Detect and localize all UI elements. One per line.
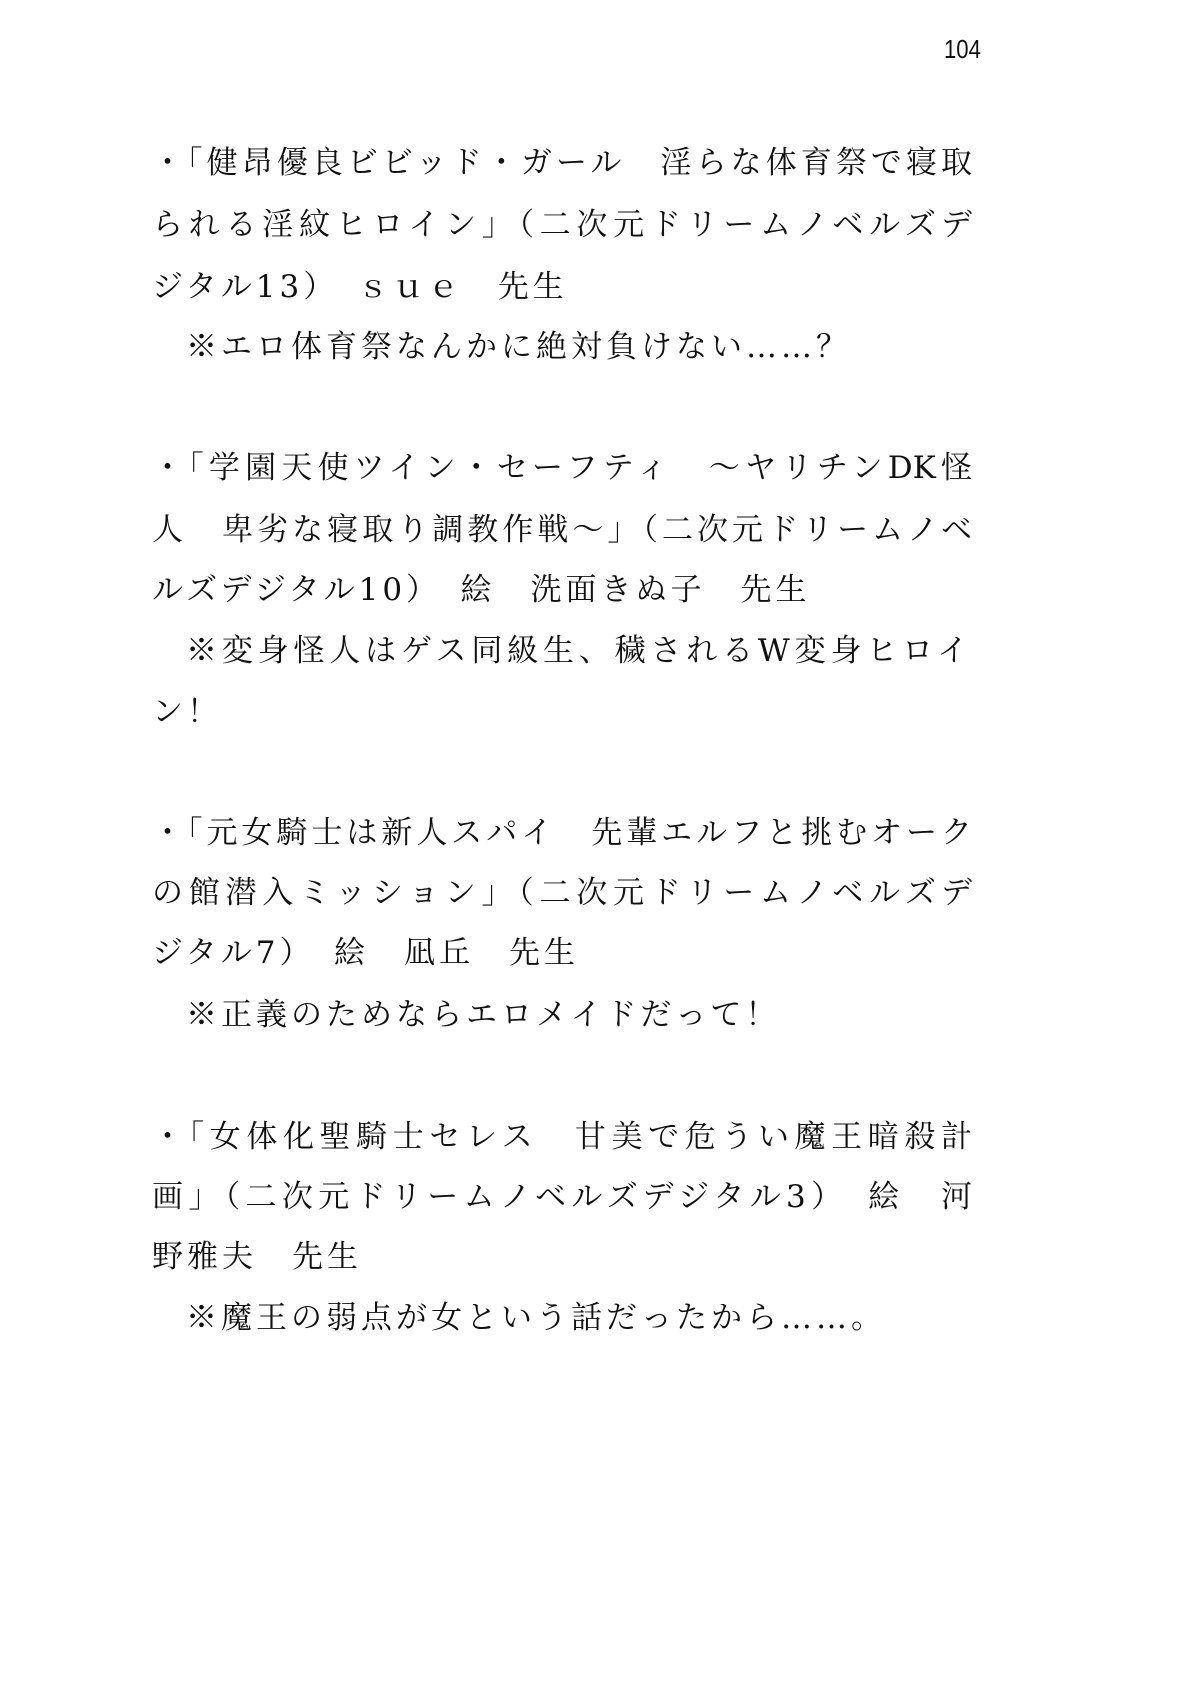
entry-title-line: ルズデジタル10） 絵 洗面きぬ子 先生 — [152, 572, 811, 608]
entry-title-line: ・「学園天使ツイン・セーフティ ～ヤリチンDK怪 — [152, 450, 972, 486]
entry-note: ※正義のためならエロメイドだって！ — [186, 997, 781, 1033]
entry-title-line: 人 卑劣な寝取り調教作戦～」（二次元ドリームノベ — [152, 512, 972, 548]
page-number: 104 — [944, 34, 981, 64]
entry-title-line: ・「女体化聖騎士セレス 甘美で危うい魔王暗殺計 — [152, 1119, 972, 1155]
entry-note: ※魔王の弱点が女という話だったから……。 — [186, 1300, 886, 1336]
entry-title-line: 画」（二次元ドリームノベルズデジタル3） 絵 河 — [152, 1179, 972, 1215]
entry-title-line: られる淫紋ヒロイン」（二次元ドリームノベルズデ — [152, 207, 972, 243]
entry-title-line: ・「元女騎士は新人スパイ 先輩エルフと挑むオーク — [152, 815, 972, 851]
entry-title-line: ・「健昂優良ビビッド・ガール 淫らな体育祭で寝取 — [152, 145, 972, 181]
entry-title-line: ジタル13） ｓｕｅ 先生 — [152, 269, 568, 305]
entry-note-continued: ン！ — [152, 694, 222, 730]
entry-note: ※エロ体育祭なんかに絶対負けない……？ — [186, 329, 851, 365]
entry-note: ※変身怪人はゲス同級生、穢されるW変身ヒロイ — [186, 633, 972, 669]
entry-title-line: 野雅夫 先生 — [152, 1239, 362, 1275]
entry-title-line: の館潜入ミッション」（二次元ドリームノベルズデ — [152, 875, 972, 911]
entry-title-line: ジタル7） 絵 凪丘 先生 — [152, 935, 579, 971]
